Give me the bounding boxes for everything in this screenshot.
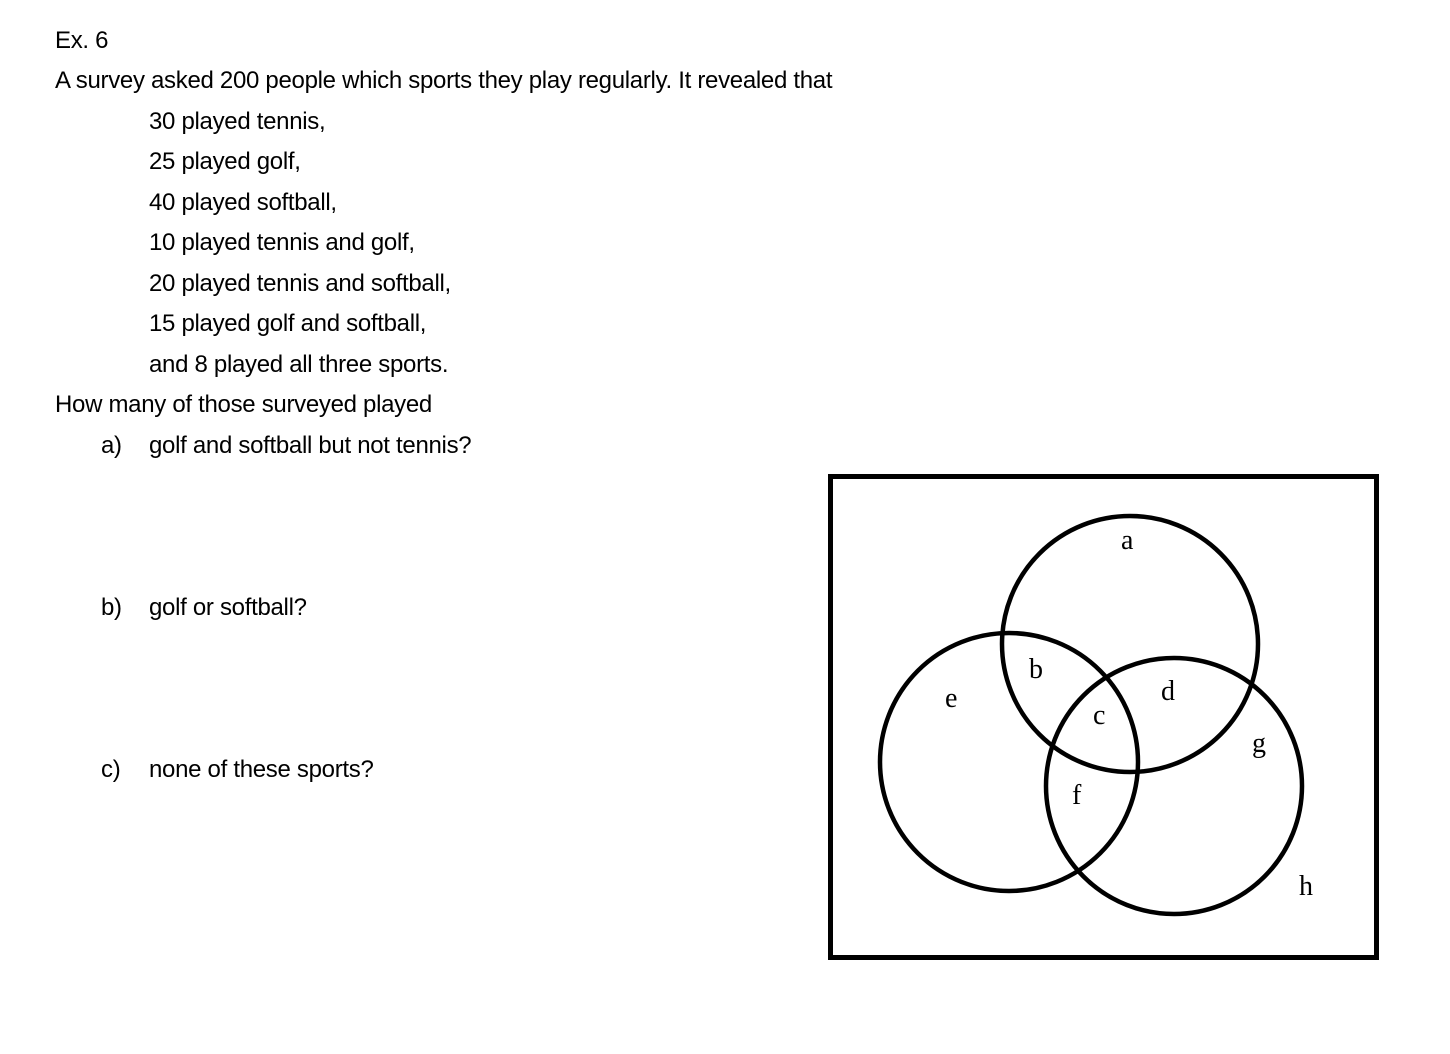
- fact-item: 40 played softball,: [149, 189, 337, 216]
- exercise-title: Ex. 6: [55, 27, 109, 54]
- venn-label-h: h: [1299, 871, 1313, 902]
- question-label-a: a): [101, 432, 122, 459]
- venn-label-a: a: [1121, 525, 1134, 556]
- question-text-b: golf or softball?: [149, 594, 307, 621]
- question-label-b: b): [101, 594, 122, 621]
- venn-label-f: f: [1072, 780, 1082, 811]
- venn-label-c: c: [1093, 700, 1106, 731]
- venn-diagram: [828, 474, 1379, 960]
- venn-circle-left: [880, 633, 1138, 891]
- fact-item: 15 played golf and softball,: [149, 310, 427, 337]
- venn-label-g: g: [1252, 728, 1266, 759]
- question-label-c: c): [101, 756, 121, 783]
- fact-item: 25 played golf,: [149, 148, 301, 175]
- venn-label-e: e: [945, 683, 958, 714]
- question-text-c: none of these sports?: [149, 756, 374, 783]
- question-stem: How many of those surveyed played: [55, 391, 432, 418]
- fact-item: 30 played tennis,: [149, 108, 326, 135]
- venn-label-d: d: [1161, 676, 1175, 707]
- question-text-a: golf and softball but not tennis?: [149, 432, 472, 459]
- fact-item: 20 played tennis and softball,: [149, 270, 451, 297]
- intro-text: A survey asked 200 people which sports they play regularly. It revealed that: [55, 67, 833, 94]
- venn-label-b: b: [1029, 654, 1043, 685]
- fact-item: 10 played tennis and golf,: [149, 229, 415, 256]
- fact-item: and 8 played all three sports.: [149, 351, 449, 378]
